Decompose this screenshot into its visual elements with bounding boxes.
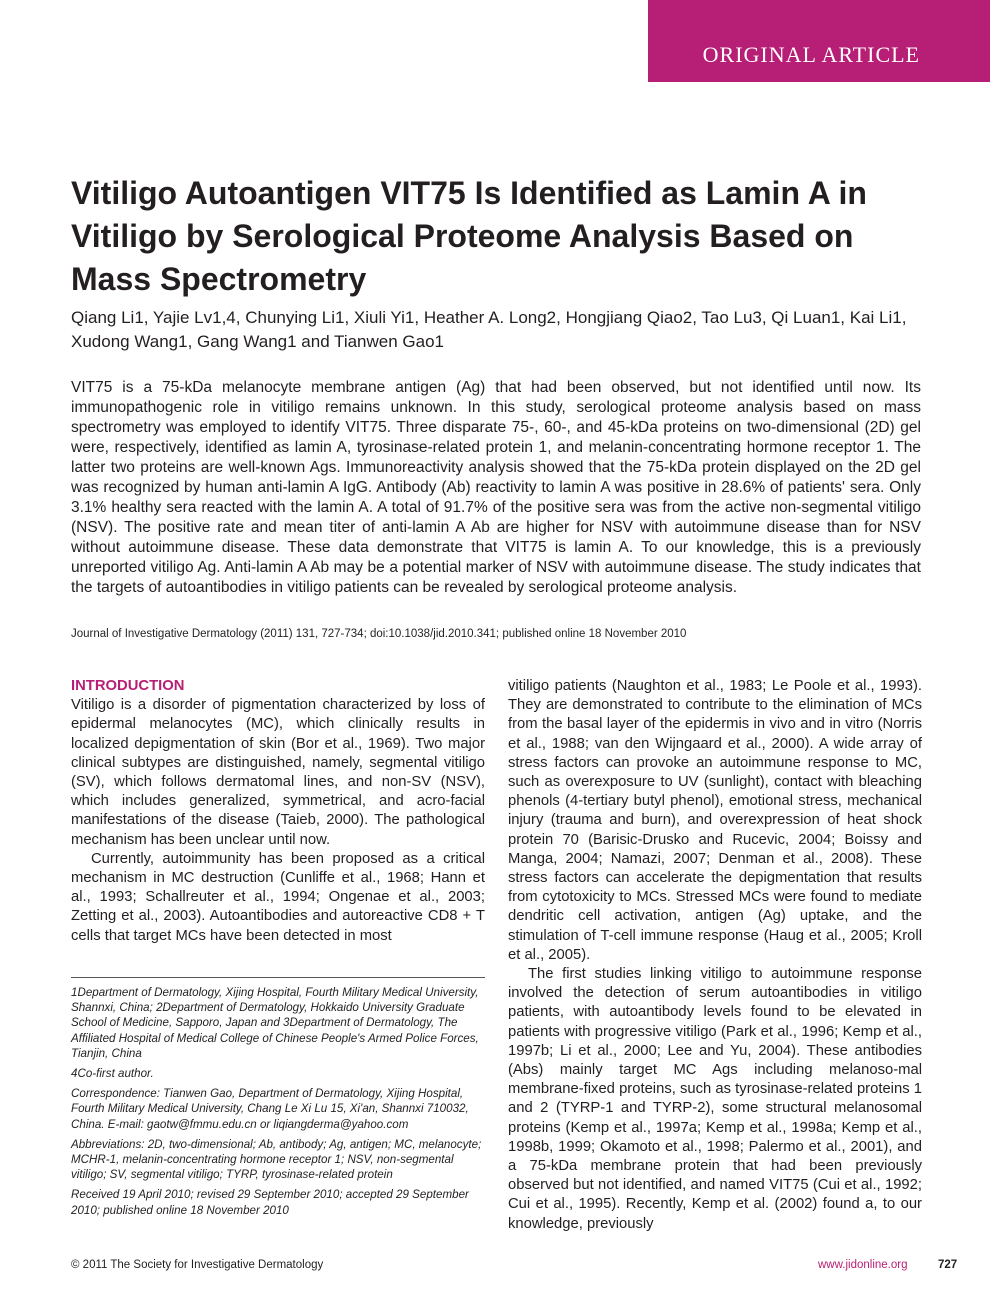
footer-copyright: © 2011 The Society for Investigative Dermatology: [71, 1259, 324, 1271]
left-column: [71, 677, 485, 946]
article-type-label: ORIGINAL ARTICLE: [702, 42, 920, 67]
right-paragraph-2: The first studies linking vitiligo to autoimmune response involved the detection of serum autoantibodies in vitiligo patients, with autoantibody levels found to be elevated in patients with progressive vitiligo (Park et al., 1996; Kemp et al., 1997b; Li et al., 2000; Lee and Yu, 2004). These antibodies (Abs) mainly target MC Ags including melanoso-mal membrane-fixed proteins, such as tyrosinase-related proteins 1 and 2 (TYRP-1 and TYRP-2), some structural melanosomal proteins (Kemp et al., 1997a; Kemp et al., 1998a; Kemp et al., 1998b, 1999; Okamoto et al., 1998; Palermo et al., 2001), and a 75-kDa membrane protein that had been previously observed but not identified, and named VIT75 (Cui et al., 1992; Cui et al., 1995). Recently, Kemp et al. (2002) found a, to our knowledge, previously: [508, 966, 922, 1232]
author-list: Qiang Li1, Yajie Lv1,4, Chunying Li1, Xiuli Yi1, Heather A. Long2, Hongjiang Qiao2, Tao Lu3, Qi Luan1, Kai Li1, Xudong Wang1, Gang Wang1 and Tianwen Gao1: [71, 308, 907, 351]
footnote-received: Received 19 April 2010; revised 29 September 2010; accepted 29 September 2010; published online 18 November 2010: [71, 1188, 469, 1217]
right-paragraph-1: vitiligo patients (Naughton et al., 1983; Le Poole et al., 1993). They are demonstrated to contribute to the elimination of MCs from the basal layer of the epidermis in vivo and in vitro (Norris et al., 1988; van den Wijngaard et al., 2000). A wide array of stress factors can provoke an autoimmune response to MC, such as overexposure to UV (sunlight), contact with bleaching phenols (4-tertiary butyl phenol), emotional stress, mechanical injury (trauma and burn), and overexpression of heat shock protein 70 (Barisic-Drusko and Rucevic, 2004; Boissy and Manga, 2004; Namazi, 2007; Denman et al., 2008). These stress factors can accelerate the depigmentation that results from cytotoxicity to MCs. Stressed MCs were found to mediate dendritic cell activation, antigen (Ag) uptake, and the stimulation of T-cell immune response (Haug et al., 2005; Kroll et al., 2005).: [508, 678, 922, 963]
intro-paragraph-2: Currently, autoimmunity has been proposed as a critical mechanism in MC destruction (Cunliffe et al., 1968; Hann et al., 1993; Schallreuter et al., 1994; Ongenae et al., 2003; Zetting et al., 2003). Autoantibodies and autoreactive CD8 + T cells that target MCs have been detected in most: [71, 850, 485, 944]
footnote-abbreviations: Abbreviations: 2D, two-dimensional; Ab, antibody; Ag, antigen; MC, melanocyte; MCHR-1, melanin-concentrating hormone receptor 1; NSV, non-segmental vitiligo; SV, segmental vitiligo; TYRP, tyrosinase-related protein: [71, 1137, 482, 1182]
footnote-correspondence: Correspondence: Tianwen Gao, Department of Dermatology, Xijing Hospital, Fourth Military Medical University, Chang Le Xi Lu 15, Xi'an, Shannxi 710032, China. E-mail: gaotw@fmmu.edu.cn or liqiangderma@yahoo.com: [71, 1087, 469, 1131]
footnotes: [71, 985, 485, 1223]
intro-paragraph-1: Vitiligo is a disorder of pigmentation characterized by loss of epidermal melanocytes (MC), which clinically results in localized depigmentation of skin (Bor et al., 1969). Two major clinical subtypes are distinguished, namely, segmental vitiligo (SV), which follows dermatomal lines, and non-SV (NSV), which includes generalized, symmetrical, and acro-facial manifestations of the disease (Taieb, 2000). The pathological mechanism has been unclear until now.: [71, 697, 485, 848]
page-number: 727: [938, 1259, 958, 1271]
abstract: VIT75 is a 75-kDa melanocyte membrane antigen (Ag) that had been observed, but not identified until now. Its immunopathogenic role in vitiligo remains unknown. In this study, serological proteome analysis based on mass spectrometry was employed to identify VIT75. Three disparate 75-, 60-, and 45-kDa proteins on two-dimensional (2D) gel were, respectively, identified as lamin A, tyrosinase-related protein 1, and melanin-concentrating hormone receptor 1. The latter two proteins are well-known Ags. Immunoreactivity analysis showed that the 75-kDa protein displayed on the 2D gel was recognized by human anti-lamin A IgG. Antibody (Ab) reactivity to lamin A was positive in 28.6% of patients' sera. Only 3.1% healthy sera reacted with the lamin A. A total of 91.7% of the positive sera was from the active non-segmental vitiligo (NSV). The positive rate and mean titer of anti-lamin A Ab are higher for NSV with autoimmune disease than for NSV without autoimmune disease. These data demonstrate that VIT75 is lamin A. To our knowledge, this is a previously unreported vitiligo Ag. Anti-lamin A Ab may be a potential marker of NSV with autoimmune disease. The study indicates that the targets of autoantibodies in vitiligo patients can be revealed by serological proteome analysis.: [71, 379, 921, 596]
article-type-banner: [648, 0, 990, 82]
section-heading-introduction: INTRODUCTION: [71, 678, 185, 694]
footnote-affiliations: 1Department of Dermatology, Xijing Hospital, Fourth Military Medical University, Shannxi, China; 2Department of Dermatology, Hokkaido University Graduate School of Medicine, Sapporo, Japan and 3Department of Dermatology, The Affiliated Hospital of Medical College of Chinese People's Armed Police Forces, Tianjin, China: [71, 986, 479, 1060]
article-title: Vitiligo Autoantigen VIT75 Is Identified as Lamin A in Vitiligo by Serological Proteome Analysis Based on Mass Spectrometry: [71, 175, 867, 297]
footer-url-link[interactable]: www.jidonline.org: [818, 1259, 908, 1271]
footnote-divider: [71, 977, 485, 978]
footnote-cofirst: 4Co-first author.: [71, 1067, 154, 1081]
citation-line: Journal of Investigative Dermatology (2011) 131, 727-734; doi:10.1038/jid.2010.341; published online 18 November 2010: [71, 628, 687, 640]
right-column: [508, 677, 922, 1234]
